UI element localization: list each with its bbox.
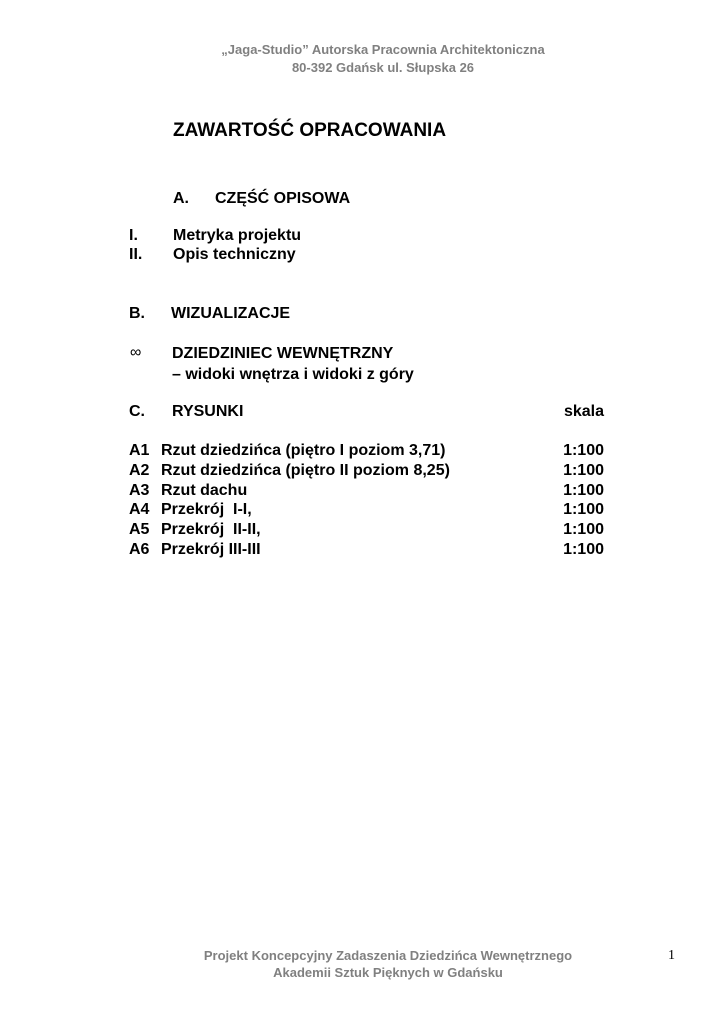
drawing-code: A6 <box>129 541 150 558</box>
infinity-bullet-icon: ∞ <box>130 344 142 361</box>
scale-column-header: skala <box>563 403 604 420</box>
section-b-letter: B. <box>129 305 145 322</box>
drawing-label: Rzut dziedzińca (piętro II poziom 8,25) <box>161 462 450 479</box>
item-a1-number: I. <box>129 227 138 244</box>
page-number: 1 <box>668 948 675 963</box>
item-a2-label: Opis techniczny <box>173 246 296 263</box>
drawing-code: A5 <box>129 521 150 538</box>
drawing-scale: 1:100 <box>563 501 604 518</box>
drawing-code: A2 <box>129 462 150 479</box>
header-line-2: 80-392 Gdańsk ul. Słupska 26 <box>291 60 475 75</box>
drawing-label: Przekrój III-III <box>161 541 261 558</box>
drawing-label: Przekrój II-II, <box>161 521 261 538</box>
section-c-label: RYSUNKI <box>172 403 244 420</box>
section-b-label: WIZUALIZACJE <box>171 305 291 322</box>
section-c-letter: C. <box>129 403 145 420</box>
drawing-scale: 1:100 <box>563 442 604 459</box>
header-line-1: „Jaga-Studio” Autorska Pracownia Architektoniczna <box>221 42 545 57</box>
item-a2-number: II. <box>129 246 143 263</box>
drawing-label: Przekrój I-I, <box>161 501 252 518</box>
section-a-letter: A. <box>173 190 189 207</box>
drawing-code: A4 <box>129 501 150 518</box>
drawing-code: A1 <box>129 442 150 459</box>
item-a1-label: Metryka projektu <box>173 227 302 244</box>
drawing-scale: 1:100 <box>563 462 604 479</box>
footer-line-1: Projekt Koncepcyjny Zadaszenia Dziedzińca Wewnętrznego <box>203 948 573 963</box>
page-title: ZAWARTOŚĆ OPRACOWANIA <box>173 120 447 141</box>
section-a-label: CZĘŚĆ OPISOWA <box>215 190 351 207</box>
drawing-label: Rzut dachu <box>161 482 248 499</box>
drawing-code: A3 <box>129 482 150 499</box>
item-b-label: DZIEDZINIEC WEWNĘTRZNY <box>172 345 394 362</box>
item-b-sublabel: – widoki wnętrza i widoki z góry <box>172 366 414 383</box>
drawing-label: Rzut dziedzińca (piętro I poziom 3,71) <box>161 442 446 459</box>
drawing-scale: 1:100 <box>563 541 604 558</box>
footer-line-2: Akademii Sztuk Pięknych w Gdańsku <box>273 965 503 980</box>
drawing-scale: 1:100 <box>563 482 604 499</box>
drawing-scale: 1:100 <box>563 521 604 538</box>
